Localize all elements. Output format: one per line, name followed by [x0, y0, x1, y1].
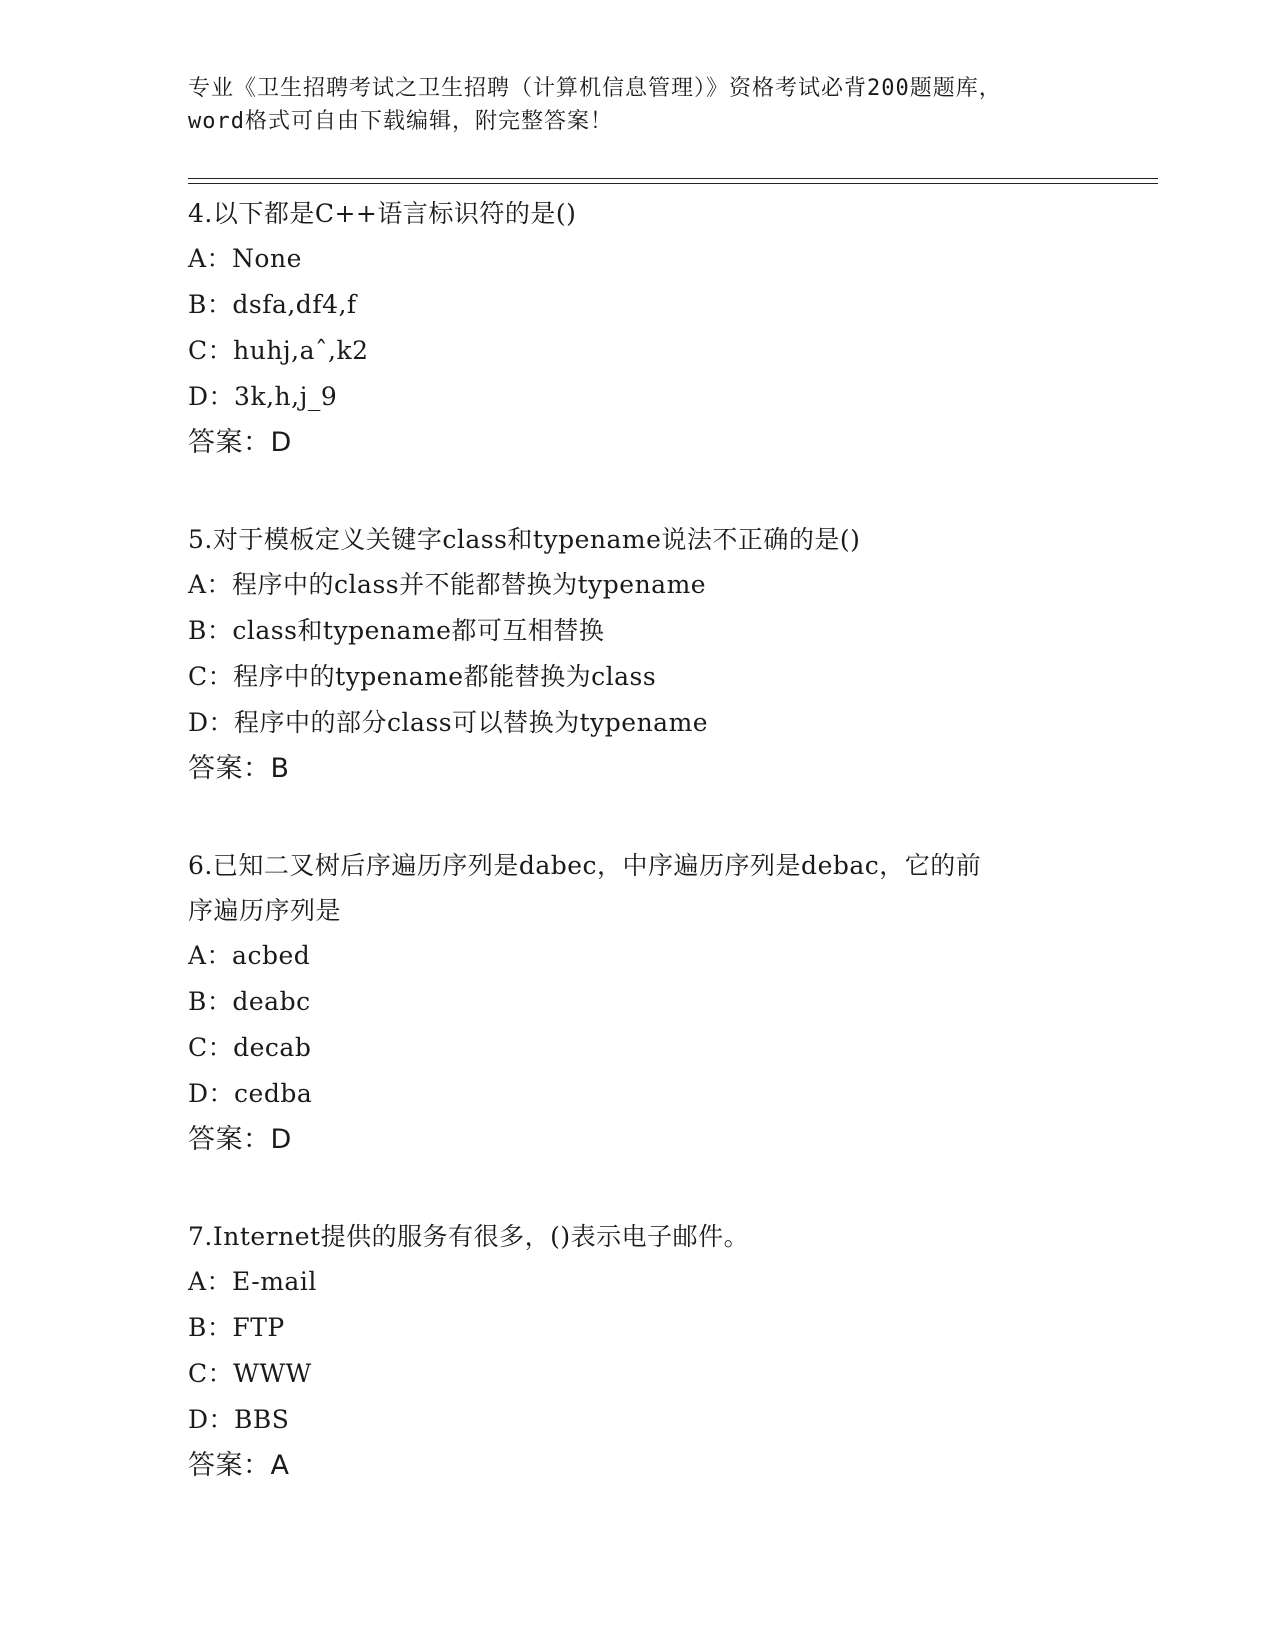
- option-d: D：3k,h,j_9: [188, 382, 338, 411]
- option-d: D：程序中的部分class可以替换为typename: [188, 708, 709, 737]
- question-5: [188, 517, 1138, 792]
- option-c: C：huhj,aˆ,k2: [188, 336, 369, 365]
- option-a: A：None: [188, 244, 302, 273]
- question-stem-continued: 序遍历序列是: [188, 896, 342, 925]
- question-stem: 4.以下都是C++语言标识符的是(): [188, 199, 577, 228]
- option-d: D：cedba: [188, 1079, 313, 1108]
- question-stem: 7.Internet提供的服务有很多，()表示电子邮件。: [188, 1222, 750, 1251]
- option-b: B：class和typename都可互相替换: [188, 616, 605, 645]
- option-d: D：BBS: [188, 1405, 290, 1434]
- document-header: [188, 72, 1088, 138]
- answer-line: 答案：A: [188, 1450, 290, 1481]
- answer-line: 答案：B: [188, 753, 290, 784]
- header-subtitle-line: word格式可自由下载编辑，附完整答案！: [188, 109, 613, 134]
- question-stem: 5.对于模板定义关键字class和typename说法不正确的是(): [188, 525, 861, 554]
- header-title-line: 专业《卫生招聘考试之卫生招聘（计算机信息管理）》资格考试必背200题题库，: [188, 76, 1002, 101]
- header-divider-bottom: [188, 183, 1158, 184]
- option-c: C：WWW: [188, 1359, 312, 1388]
- answer-line: 答案：D: [188, 1124, 292, 1155]
- option-b: B：FTP: [188, 1313, 285, 1342]
- option-a: A：程序中的class并不能都替换为typename: [188, 570, 707, 599]
- question-4: [188, 191, 1138, 466]
- option-a: A：E-mail: [188, 1267, 317, 1296]
- option-c: C：decab: [188, 1033, 312, 1062]
- option-c: C：程序中的typename都能替换为class: [188, 662, 657, 691]
- question-list: [188, 191, 1138, 1540]
- question-stem: 6.已知二叉树后序遍历序列是dabec，中序遍历序列是debac，它的前: [188, 851, 982, 880]
- option-b: B：dsfa,df4,f: [188, 290, 357, 319]
- header-divider-top: [188, 178, 1158, 179]
- answer-line: 答案：D: [188, 427, 292, 458]
- question-6: [188, 843, 1138, 1163]
- option-a: A：acbed: [188, 941, 311, 970]
- option-b: B：deabc: [188, 987, 311, 1016]
- question-7: [188, 1214, 1138, 1489]
